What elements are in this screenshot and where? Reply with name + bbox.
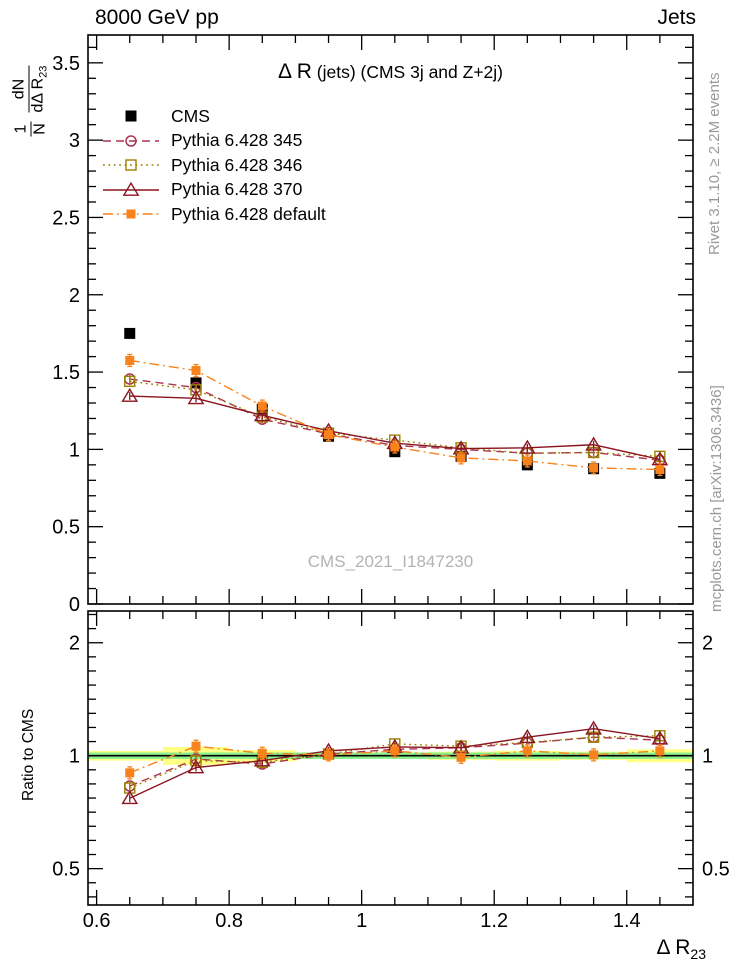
ratio-y-tick-label: 0.5 [52,858,80,881]
x-tick-label: 0.8 [215,910,244,932]
legend-item [102,104,326,129]
legend-label: Pythia 6.428 345 [171,130,303,151]
ratio-y-tick-label-right: 2 [702,632,714,655]
y-tick-label: 3 [68,130,80,153]
legend-label: Pythia 6.428 default [171,203,326,224]
fraction-numerator: 1 [12,122,31,137]
marker-square [523,456,532,465]
marker-square [655,746,664,755]
y-tick-label: 2 [68,284,80,307]
marker-square [390,443,399,452]
y-tick-label: 3.5 [52,52,80,75]
y-tick-label: 1 [68,439,80,462]
fraction-denominator [30,66,51,113]
ratio-y-tick-label-right: 0.5 [702,858,730,881]
x-axis-label-symbol: Δ R [656,936,691,959]
legend-item [102,202,326,227]
legend-sample [102,179,160,201]
legend-item [102,178,326,203]
y-tick-label: 1.5 [52,362,80,385]
legend-sample [102,203,160,225]
legend-sample [102,105,160,127]
marker-square [457,753,466,762]
fraction-dN-over-dR [11,66,50,113]
plot-title-suffix: (jets) (CMS 3j and Z+2j) [311,62,503,82]
legend-item [102,153,326,178]
legend-item [102,129,326,154]
marker-square [126,111,137,122]
y-tick-label: 0 [68,594,80,616]
marker-square [324,430,333,439]
fraction-numerator: dN [11,66,30,113]
plot-title [88,60,693,84]
ratio-y-tick-label: 2 [68,632,80,655]
marker-square [192,366,201,375]
x-tick-label: 1 [356,910,368,932]
mcplots-reference-text: mcplots.cern.ch [arXiv:1306.3436] [708,385,725,612]
legend-sample [102,130,160,152]
marker-square [589,750,598,759]
ratio-y-axis-label: Ratio to CMS [20,708,37,801]
legend-label: Pythia 6.428 370 [171,179,303,200]
marker-square [192,742,201,751]
x-tick-label: 1.2 [480,910,509,932]
ratio-y-tick-label: 1 [68,745,80,768]
marker-square [655,465,664,474]
x-tick-label: 0.6 [82,910,111,932]
ratio-y-tick-label-right: 1 [702,745,714,768]
denominator-text: dΔ R [29,77,47,113]
y-tick-label: 2.5 [52,207,80,230]
marker-square [589,463,598,472]
x-axis-label [657,936,706,962]
plot-title-symbol: Δ R [278,60,312,83]
legend-sample [102,154,160,176]
main-y-axis-label [3,35,59,168]
marker-square [125,356,134,365]
legend-label: CMS [171,105,210,126]
x-axis-label-subscript: 23 [690,946,706,963]
fraction-1-over-N [12,122,49,137]
legend-label: Pythia 6.428 346 [171,154,303,175]
marker-square [390,746,399,755]
marker-square [523,746,532,755]
legend [102,104,326,227]
x-tick-label: 1.4 [612,910,641,932]
header-left: 8000 GeV pp [95,6,219,29]
marker-square [258,402,267,411]
marker-square [324,750,333,759]
fraction-denominator: N [31,123,48,135]
marker-square [127,210,136,219]
marker-square [457,453,466,462]
denominator-subscript: 23 [37,65,50,78]
marker-square [124,328,135,339]
marker-triangle [124,183,138,195]
marker-square [258,749,267,758]
marker-square [125,768,134,777]
header-right: Jets [657,6,696,29]
rivet-version-text: Rivet 3.1.10, ≥ 2.2M events [706,72,723,255]
watermark: CMS_2021_I1847230 [307,552,474,571]
y-tick-label: 0.5 [52,516,80,539]
